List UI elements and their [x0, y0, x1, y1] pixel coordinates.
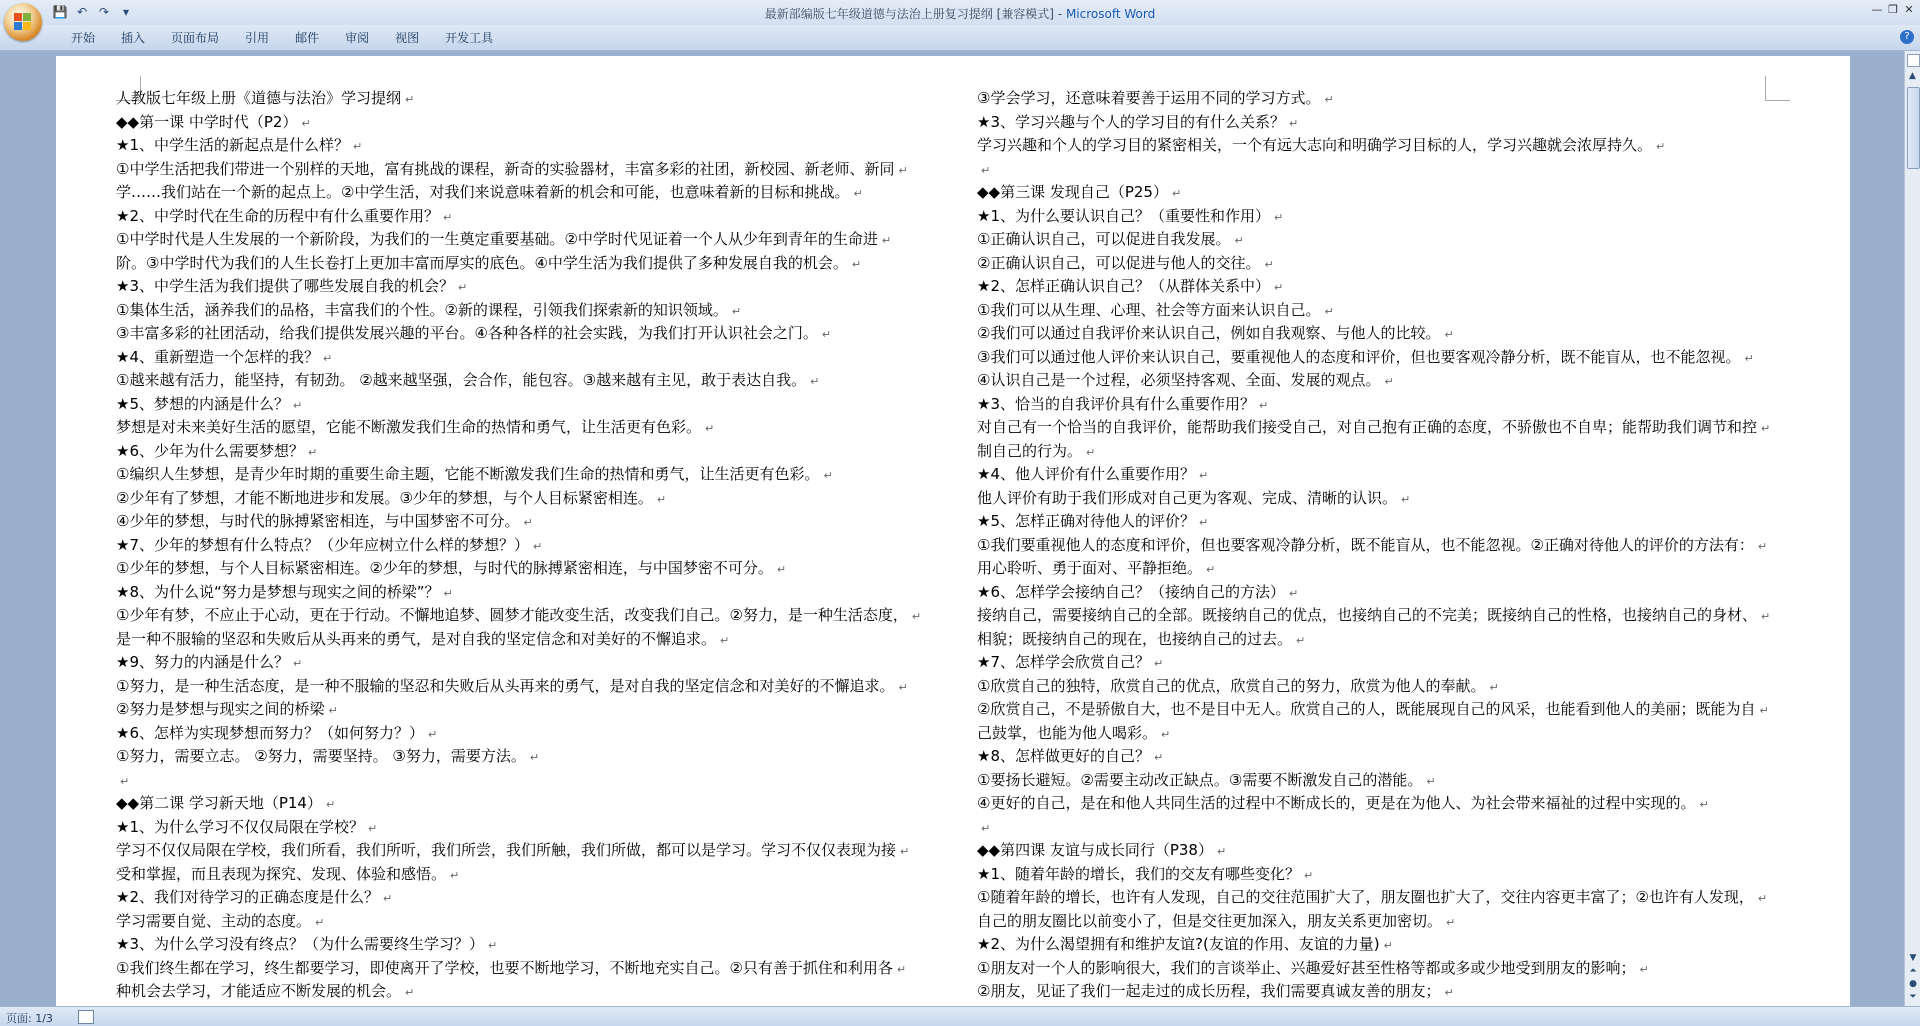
paragraph-line[interactable] [116, 722, 1006, 746]
paragraph-text: ★2、中学时代在生命的历程中有什么重要作用？ [116, 206, 439, 225]
paragraph-line[interactable] [116, 322, 1006, 346]
paragraph-mark-icon: ↵ [911, 610, 922, 623]
paragraph-line[interactable] [977, 769, 1850, 793]
paragraph-mark-icon: ↵ [1086, 445, 1096, 459]
paragraph-text: ①我们可以从生理、心理、社会等方面来认识自己。 [977, 300, 1321, 319]
help-icon[interactable]: ? [1900, 30, 1914, 44]
paragraph-text: ★3、中学生活为我们提供了哪些发展自我的机会？ [116, 277, 454, 295]
paragraph-line[interactable] [116, 205, 1006, 229]
paragraph-text: ◆◆第三课 发现自己（P25） [977, 183, 1168, 201]
redo-icon[interactable]: ↷ [98, 5, 110, 19]
paragraph-mark-icon: ↵ [1161, 727, 1171, 741]
paragraph-text: 制自己的行为。 [977, 441, 1083, 460]
paragraph-mark-icon: ↵ [368, 821, 378, 835]
paragraph-mark-icon: ↵ [529, 751, 540, 764]
paragraph-line[interactable] [116, 416, 1006, 440]
ribbon-tab[interactable]: 插入 [121, 31, 146, 45]
paragraph-mark-icon: ↵ [120, 774, 130, 788]
paragraph-line[interactable] [116, 440, 1006, 464]
paragraph-mark-icon: ↵ [1264, 257, 1274, 271]
paragraph-text: ★5、梦想的内涵是什么？ [116, 394, 289, 413]
paragraph-text: 人教版七年级上册《道德与法治》学习提纲 [116, 89, 402, 107]
paragraph-line[interactable] [116, 651, 1006, 675]
paragraph-line[interactable] [116, 698, 1006, 722]
window-title: 最新部编版七年级道德与法治上册复习提纲 [兼容模式] - Microsoft Word [764, 7, 1156, 21]
paragraph-line[interactable] [116, 134, 1006, 158]
ribbon-tabs-bar [0, 25, 1920, 51]
window-controls [1870, 3, 1916, 17]
scroll-down-icon[interactable]: ▼ [1909, 953, 1917, 963]
proofing-icon[interactable] [78, 1010, 94, 1024]
paragraph-mark-icon: ↵ [523, 516, 533, 529]
paragraph-mark-icon: ↵ [458, 281, 468, 294]
paragraph-mark-icon: ↵ [293, 398, 303, 412]
paragraph-text: ★3、学习兴趣与个人的学习目的有什么关系？ [977, 112, 1285, 131]
paragraph-line[interactable] [116, 252, 1006, 276]
paragraph-text: ★6、少年为什么需要梦想？ [116, 441, 304, 460]
paragraph-line[interactable] [116, 487, 1006, 511]
paragraph-line[interactable] [116, 299, 1006, 323]
next-page-icon[interactable]: ⏷ [1909, 992, 1917, 1002]
paragraph-mark-icon: ↵ [443, 586, 453, 600]
paragraph-line[interactable] [977, 886, 1850, 910]
paragraph-text: ①中学时代是人生发展的一个新阶段，为我们的一生奠定重要基础。②中学时代见证着一个人从少年到青年的生命进 [116, 230, 878, 248]
ribbon-tab[interactable]: 邮件 [295, 31, 320, 45]
paragraph-text: ★9、努力的内涵是什么？ [116, 653, 289, 671]
paragraph-mark-icon: ↵ [851, 257, 862, 271]
paragraph-text: ①中学生活把我们带进一个别样的天地，富有挑战的课程，新奇的实验器材，丰富多彩的社团，新校园、新老师、新同 [116, 159, 895, 178]
paragraph-text: ②努力是梦想与现实之间的桥梁 [116, 700, 325, 718]
paragraph-mark-icon: ↵ [898, 163, 908, 177]
paragraph-line[interactable] [116, 792, 1006, 816]
paragraph-line[interactable] [116, 463, 1006, 487]
paragraph-text: ★2、怎样正确认识自己？（从群体关系中） [977, 277, 1270, 295]
paragraph-line[interactable] [977, 604, 1850, 628]
paragraph-text: 他人评价有助于我们形成对自己更为客观、完成、清晰的认识。 [977, 488, 1398, 507]
paragraph-line[interactable] [977, 416, 1850, 440]
paragraph-line[interactable] [977, 863, 1850, 887]
paragraph-mark-icon: ↵ [533, 539, 543, 553]
paragraph-text: ①随着年龄的增长，也许有人发现，自己的交往范围扩大了，朋友圈也扩大了，交往内容更丰富了；②也许有人发现， [977, 888, 1754, 906]
paragraph-text: ①努力，是一种生活态度，是一种不服输的坚忍和失败后从头再来的勇气，是对自我的坚定信念和对美好的不懈追求。 [116, 676, 895, 695]
paragraph-line[interactable] [977, 816, 1850, 840]
document-page[interactable] [56, 56, 1850, 1006]
restore-button[interactable]: ❐ [1888, 3, 1898, 16]
paragraph-text: ★1、为什么要认识自己？（重要性和作用） [977, 206, 1270, 225]
paragraph-line[interactable] [977, 111, 1850, 135]
paragraph-line[interactable] [977, 181, 1850, 205]
paragraph-text: 用心聆听、勇于面对、平静拒绝。 [977, 559, 1203, 577]
paragraph-mark-icon: ↵ [1171, 187, 1182, 200]
paragraph-text: ②朋友，见证了我们一起走过的成长历程，我们需要真诚友善的朋友； [977, 982, 1441, 1000]
paragraph-text: ④认识自己是一个过程，必须坚持客观、全面、发展的观点。 [977, 371, 1381, 389]
paragraph-mark-icon: ↵ [293, 657, 303, 670]
paragraph-text: ①我们要重视他人的态度和评价，但也要客观冷静分析，既不能盲从，也不能忽视。②正确对待他人的评价的方法有： [977, 535, 1754, 554]
paragraph-mark-icon: ↵ [1274, 281, 1284, 294]
paragraph-mark-icon: ↵ [1401, 492, 1411, 506]
paragraph-text: 学……我们站在一个新的起点上。②中学生活，对我们来说意味着新的机会和可能，也意味着新的目标和挑战。 [116, 183, 850, 201]
paragraph-text: 学习不仅仅局限在学校，我们所看，我们所听，我们所尝，我们所触，我们所做，都可以是学习。学习不仅仅表现为接 [116, 841, 897, 859]
paragraph-mark-icon: ↵ [1154, 657, 1164, 670]
paragraph-text: ①努力，需要立志。 ②努力，需要坚持。 ③努力，需要方法。 [116, 747, 526, 765]
ruler-toggle-icon[interactable] [1907, 54, 1920, 67]
paragraph-text: ③我们可以通过他人评价来认识自己，要重视他人的态度和评价，但也要客观冷静分析，既不能盲从，也不能忽视。 [977, 347, 1741, 366]
document-workspace [0, 51, 1920, 1006]
document-title: 最新部编版七年级道德与法治上册复习提纲 [兼容模式] [764, 7, 1054, 21]
paragraph-mark-icon: ↵ [1761, 610, 1771, 623]
paragraph-mark-icon: ↵ [1446, 915, 1456, 929]
paragraph-mark-icon: ↵ [1757, 539, 1768, 553]
paragraph-text: 是一种不服输的坚忍和失败后从头再来的勇气，是对自我的坚定信念和对美好的不懈追求。 [116, 629, 717, 648]
paragraph-text: ◆◆第二课 学习新天地（P14） [116, 794, 322, 812]
paragraph-line[interactable] [116, 181, 1006, 205]
paragraph-mark-icon: ↵ [315, 915, 325, 929]
paragraph-text: ②欣赏自己，不是骄傲自大，也不是目中无人。欣赏自己的人，既能展现自己的风采，也能看到他人的美丽；既能为自 [977, 700, 1756, 718]
paragraph-line[interactable] [977, 957, 1850, 981]
paragraph-text: 接纳自己，需要接纳自己的全部。既接纳自己的优点，也接纳自己的不完美；既接纳自己的性格，也接纳自己的身材、 [977, 606, 1758, 624]
paragraph-line[interactable] [116, 604, 1006, 628]
paragraph-text: ★6、怎样为实现梦想而努力？（如何努力？） [116, 723, 424, 742]
paragraph-line[interactable] [977, 369, 1850, 393]
paragraph-mark-icon: ↵ [898, 680, 908, 694]
paragraph-mark-icon: ↵ [488, 939, 498, 952]
close-button[interactable]: ✕ [1904, 3, 1914, 16]
page-count[interactable]: 页面: 1/3 [6, 1012, 53, 1025]
paragraph-mark-icon: ↵ [1656, 140, 1666, 153]
paragraph-mark-icon: ↵ [1444, 986, 1454, 999]
ribbon-tab[interactable]: 引用 [245, 31, 270, 45]
paragraph-mark-icon: ↵ [656, 492, 667, 506]
paragraph-line[interactable] [116, 933, 1006, 957]
paragraph-mark-icon: ↵ [1757, 892, 1768, 905]
paragraph-mark-icon: ↵ [383, 892, 393, 905]
paragraph-mark-icon: ↵ [1761, 422, 1771, 435]
paragraph-mark-icon: ↵ [720, 633, 730, 647]
paragraph-text: ④更好的自己，是在和他人共同生活的过程中不断成长的，更是在为他人、为社会带来福祉的过程中实现的。 [977, 794, 1696, 812]
browse-object-icon[interactable]: ● [1909, 979, 1917, 989]
paragraph-mark-icon: ↵ [776, 563, 787, 576]
paragraph-line[interactable] [116, 886, 1006, 910]
paragraph-line[interactable] [977, 675, 1850, 699]
paragraph-line[interactable] [977, 487, 1850, 511]
paragraph-line[interactable] [977, 463, 1850, 487]
paragraph-line[interactable] [977, 534, 1850, 558]
paragraph-line[interactable] [977, 228, 1850, 252]
paragraph-line[interactable] [116, 957, 1006, 981]
paragraph-line[interactable] [116, 369, 1006, 393]
paragraph-text: ★1、中学生活的新起点是什么样？ [116, 136, 349, 154]
paragraph-line[interactable] [977, 839, 1850, 863]
paragraph-mark-icon: ↵ [353, 140, 363, 153]
paragraph-mark-icon: ↵ [810, 375, 820, 388]
paragraph-line[interactable] [116, 980, 1006, 1004]
paragraph-text: ②我们可以通过自我评价来认识自己，例如自我观察、与他人的比较。 [977, 324, 1441, 342]
app-name: Microsoft Word [1065, 7, 1156, 21]
paragraph-line[interactable] [116, 816, 1006, 840]
paragraph-line[interactable] [116, 745, 1006, 769]
title-bar [0, 0, 1920, 25]
paragraph-mark-icon: ↵ [443, 210, 453, 224]
paragraph-line[interactable] [116, 275, 1006, 299]
paragraph-mark-icon: ↵ [1759, 704, 1769, 717]
paragraph-mark-icon: ↵ [301, 116, 311, 130]
paragraph-text: ①我们终生都在学习，终生都要学习，即使离开了学校，也要不断地学习，不断地充实自己。②只有善于抓住和利用各 [116, 958, 893, 977]
previous-page-icon[interactable]: ⏶ [1909, 966, 1917, 976]
paragraph-text: ③丰富多彩的社团活动，给我们提供发展兴趣的平台。④各种各样的社会实践，为我们打开认识社会之门。 [116, 324, 818, 342]
paragraph-line[interactable] [977, 698, 1850, 722]
paragraph-mark-icon: ↵ [1296, 633, 1306, 647]
paragraph-text: 学习需要自觉、主动的态度。 [116, 911, 312, 930]
paragraph-text: 学习兴趣和个人的学习目的紧密相关，一个有远大志向和明确学习目标的人，学习兴趣就会浓厚持久。 [977, 136, 1653, 154]
paragraph-mark-icon: ↵ [1384, 375, 1394, 388]
paragraph-text: ①欣赏自己的独特，欣赏自己的优点，欣赏自己的努力，欣赏为他人的奉献。 [977, 676, 1486, 695]
paragraph-mark-icon: ↵ [853, 187, 863, 200]
paragraph-text: ①少年的梦想，与个人目标紧密相连。②少年的梦想，与时代的脉搏紧密相连，与中国梦密不可分。 [116, 559, 773, 577]
scroll-thumb[interactable] [1907, 87, 1920, 169]
paragraph-line[interactable] [977, 205, 1850, 229]
paragraph-line[interactable] [977, 299, 1850, 323]
paragraph-line[interactable] [116, 863, 1006, 887]
paragraph-text: ★2、我们对待学习的正确态度是什么？ [116, 888, 379, 906]
paragraph-mark-icon: ↵ [1289, 586, 1299, 600]
paragraph-mark-icon: ↵ [1199, 516, 1209, 529]
office-logo-icon [14, 13, 32, 31]
paragraph-line[interactable] [977, 910, 1850, 934]
paragraph-line[interactable] [977, 510, 1850, 534]
paragraph-mark-icon: ↵ [1383, 939, 1393, 952]
paragraph-line[interactable] [977, 134, 1850, 158]
paragraph-text: ★7、怎样学会欣赏自己？ [977, 653, 1150, 671]
paragraph-mark-icon: ↵ [981, 821, 991, 835]
paragraph-line[interactable] [977, 651, 1850, 675]
paragraph-text: ★3、恰当的自我评价具有什么重要作用？ [977, 394, 1255, 413]
paragraph-line[interactable] [116, 534, 1006, 558]
paragraph-mark-icon: ↵ [1744, 351, 1754, 365]
paragraph-line[interactable] [116, 628, 1006, 652]
paragraph-text: 受和掌握，而且表现为探究、发现、体验和感悟。 [116, 864, 447, 883]
paragraph-text: ◆◆第四课 友谊与成长同行（P38） [977, 841, 1213, 859]
paragraph-text: 梦想是对未来美好生活的愿望，它能不断激发我们生命的热情和勇气，让生活更有色彩。 [116, 418, 702, 436]
paragraph-text: ①编织人生梦想，是青少年时期的重要生命主题，它能不断激发我们生命的热情和勇气，让生活更有色彩。 [116, 465, 820, 483]
ribbon-tab[interactable]: 开始 [71, 31, 96, 45]
paragraph-line[interactable] [977, 557, 1850, 581]
paragraph-text: ②少年有了梦想，才能不断地进步和发展。③少年的梦想，与个人目标紧密相连。 [116, 488, 653, 507]
paragraph-text: ②正确认识自己，可以促进与他人的交往。 [977, 253, 1261, 272]
paragraph-line[interactable] [977, 933, 1850, 957]
left-text-column[interactable] [116, 87, 1006, 1004]
paragraph-line[interactable] [977, 87, 1850, 111]
paragraph-line[interactable] [977, 275, 1850, 299]
paragraph-mark-icon: ↵ [308, 445, 318, 459]
paragraph-mark-icon: ↵ [1234, 234, 1244, 247]
paragraph-text: ★7、少年的梦想有什么特点？（少年应树立什么样的梦想？） [116, 535, 529, 554]
paragraph-mark-icon: ↵ [821, 328, 832, 341]
paragraph-mark-icon: ↵ [1259, 398, 1269, 412]
paragraph-mark-icon: ↵ [405, 93, 415, 106]
paragraph-mark-icon: ↵ [1324, 304, 1334, 318]
paragraph-line[interactable] [977, 745, 1850, 769]
customize-qat-icon[interactable]: ▾ [122, 5, 130, 19]
paragraph-text: 种机会去学习，才能适应不断发展的机会。 [116, 982, 402, 1000]
paragraph-line[interactable] [116, 910, 1006, 934]
paragraph-text: ★6、怎样学会接纳自己？（接纳自己的方法） [977, 582, 1285, 601]
office-button[interactable] [4, 3, 42, 41]
paragraph-text: ★2、为什么渴望拥有和维护友谊?(友谊的作用、友谊的力量) [977, 935, 1380, 953]
paragraph-text: ④少年的梦想，与时代的脉搏紧密相连，与中国梦密不可分。 [116, 512, 520, 530]
paragraph-mark-icon: ↵ [1199, 469, 1209, 482]
paragraph-mark-icon: ↵ [1489, 680, 1499, 694]
paragraph-text: ★8、怎样做更好的自己？ [977, 747, 1150, 765]
paragraph-mark-icon: ↵ [1274, 210, 1284, 224]
vertical-scrollbar[interactable] [1904, 51, 1920, 1006]
ribbon-tab[interactable]: 开发工具 [445, 31, 494, 45]
paragraph-text: ③学会学习，还意味着要善于运用不同的学习方式。 [977, 89, 1321, 107]
paragraph-text: ★8、为什么说“努力是梦想与现实之间的桥梁”？ [116, 582, 440, 601]
paragraph-mark-icon: ↵ [1444, 328, 1454, 341]
paragraph-text: ①少年有梦，不应止于心动，更在于行动。不懈地追梦、圆梦才能改变生活，改变我们自己。②努力，是一种生活态度， [116, 606, 908, 624]
paragraph-mark-icon: ↵ [705, 422, 715, 435]
paragraph-line[interactable] [977, 628, 1850, 652]
paragraph-line[interactable] [116, 393, 1006, 417]
minimize-button[interactable]: — [1871, 3, 1883, 16]
paragraph-mark-icon: ↵ [1639, 962, 1649, 976]
paragraph-text: ★4、重新塑造一个怎样的我？ [116, 347, 319, 366]
paragraph-line[interactable] [977, 792, 1850, 816]
paragraph-text: ①正确认识自己，可以促进自我发展。 [977, 230, 1231, 248]
paragraph-text: ★5、怎样正确对待他人的评价？ [977, 512, 1195, 530]
paragraph-text: 阶。③中学时代为我们的人生长卷打上更加丰富而厚实的底色。④中学生活为我们提供了多种发展自我的机会。 [116, 253, 848, 272]
paragraph-text: 相貌；既接纳自己的现在，也接纳自己的过去。 [977, 629, 1293, 648]
paragraph-mark-icon: ↵ [981, 163, 991, 177]
paragraph-mark-icon: ↵ [1206, 563, 1216, 576]
paragraph-mark-icon: ↵ [325, 798, 336, 811]
browse-navigation [1906, 953, 1920, 1002]
paragraph-text: 己鼓掌，也能为他人喝彩。 [977, 723, 1158, 742]
paragraph-line[interactable] [977, 322, 1850, 346]
paragraph-line[interactable] [977, 581, 1850, 605]
paragraph-mark-icon: ↵ [1324, 93, 1334, 106]
paragraph-line[interactable] [116, 346, 1006, 370]
paragraph-line[interactable] [977, 158, 1850, 182]
paragraph-line[interactable] [977, 393, 1850, 417]
paragraph-text: ◆◆第一课 中学时代（P2） [116, 112, 298, 131]
paragraph-mark-icon: ↵ [1699, 798, 1709, 811]
ribbon-tabs [58, 30, 506, 46]
paragraph-line[interactable] [116, 158, 1006, 182]
paragraph-text: ★1、随着年龄的增长，我们的交友有哪些变化？ [977, 864, 1300, 883]
paragraph-text: ★4、他人评价有什么重要作用？ [977, 465, 1195, 483]
paragraph-mark-icon: ↵ [328, 704, 338, 717]
paragraph-line[interactable] [977, 980, 1850, 1004]
paragraph-mark-icon: ↵ [405, 986, 415, 999]
status-bar [0, 1006, 1920, 1026]
paragraph-line[interactable] [977, 722, 1850, 746]
paragraph-mark-icon: ↵ [1304, 868, 1314, 882]
ribbon-tab[interactable]: 审阅 [345, 31, 370, 45]
paragraph-mark-icon: ↵ [1426, 774, 1436, 788]
paragraph-text: ★1、为什么学习不仅仅局限在学校？ [116, 817, 364, 836]
paragraph-mark-icon: ↵ [731, 304, 742, 318]
paragraph-line[interactable] [977, 440, 1850, 464]
paragraph-text: ①越来越有活力，能坚持，有韧劲。 ②越来越坚强，会合作，能包容。③越来越有主见，敢于表达自我。 [116, 371, 807, 389]
paragraph-mark-icon: ↵ [450, 868, 460, 882]
paragraph-mark-icon: ↵ [823, 469, 833, 482]
paragraph-mark-icon: ↵ [896, 962, 907, 976]
paragraph-mark-icon: ↵ [428, 727, 438, 741]
paragraph-line[interactable] [116, 769, 1006, 793]
paragraph-line[interactable] [116, 839, 1006, 863]
ribbon-tab[interactable]: 页面布局 [171, 31, 220, 45]
paragraph-line[interactable] [116, 111, 1006, 135]
ribbon-tab[interactable]: 视图 [395, 31, 420, 45]
right-text-column[interactable] [977, 87, 1850, 1004]
undo-icon[interactable]: ↶ [76, 5, 88, 19]
scroll-up-icon[interactable]: ▲ [1909, 71, 1916, 81]
paragraph-text: ①朋友对一个人的影响很大，我们的言谈举止、兴趣爱好甚至性格等都或多或少地受到朋友的影响； [977, 958, 1636, 977]
paragraph-line[interactable] [977, 252, 1850, 276]
paragraph-line[interactable] [116, 228, 1006, 252]
paragraph-line[interactable] [116, 675, 1006, 699]
paragraph-mark-icon: ↵ [1216, 845, 1227, 858]
paragraph-line[interactable] [116, 87, 1006, 111]
paragraph-line[interactable] [977, 346, 1850, 370]
save-icon[interactable]: 💾 [52, 5, 68, 19]
paragraph-line[interactable] [116, 557, 1006, 581]
paragraph-mark-icon: ↵ [1154, 751, 1164, 764]
paragraph-text: ★3、为什么学习没有终点？（为什么需要终生学习？） [116, 935, 484, 953]
paragraph-line[interactable] [116, 581, 1006, 605]
paragraph-mark-icon: ↵ [881, 234, 892, 247]
paragraph-text: 对自己有一个恰当的自我评价，能帮助我们接受自己，对自己抱有正确的态度，不骄傲也不自卑；能帮助我们调节和控 [977, 418, 1758, 436]
paragraph-text: ①要扬长避短。②需要主动改正缺点。③需要不断激发自己的潜能。 [977, 770, 1423, 789]
paragraph-line[interactable] [116, 510, 1006, 534]
paragraph-mark-icon: ↵ [323, 351, 333, 365]
paragraph-mark-icon: ↵ [900, 845, 910, 858]
paragraph-text: ①集体生活，涵养我们的品格，丰富我们的个性。②新的课程，引领我们探索新的知识领域。 [116, 300, 728, 319]
paragraph-mark-icon: ↵ [1289, 116, 1299, 130]
paragraph-text: 自己的朋友圈比以前变小了，但是交往更加深入，朋友关系更加密切。 [977, 911, 1443, 930]
